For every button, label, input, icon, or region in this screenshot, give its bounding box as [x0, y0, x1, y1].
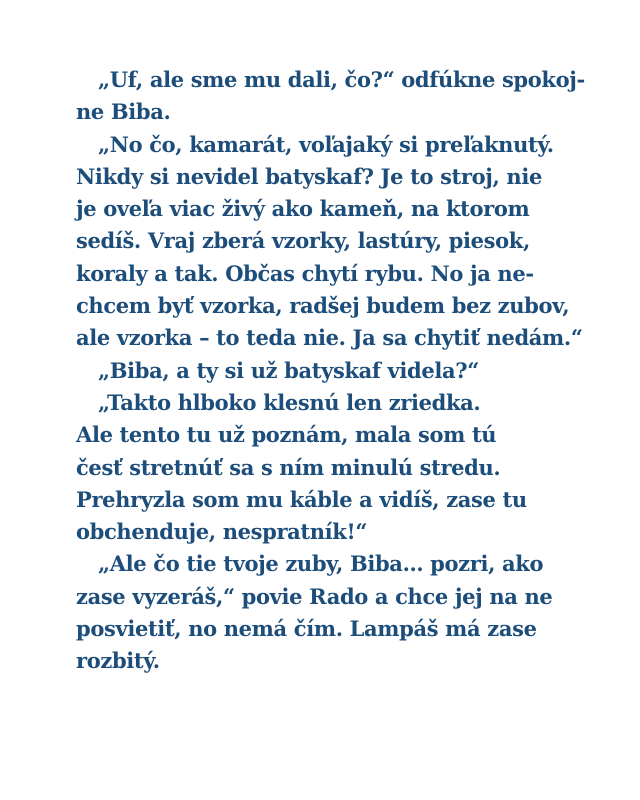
story-text [76, 64, 596, 678]
text-line-12: Ale tento tu už poznám, mala som tú [76, 422, 497, 448]
text-line-2: ne Biba. [76, 99, 171, 125]
text-line-16: „Ale čo tie tvoje zuby, Biba… pozri, ako [98, 551, 544, 577]
text-line-3: „No čo, kamarát, voľajaký si preľaknutý. [98, 131, 554, 157]
text-line-4: Nikdy si nevidel batyskaf? Je to stroj, nie [76, 163, 542, 189]
text-line-6: sedíš. Vraj zberá vzorky, lastúry, piesok, [76, 228, 530, 254]
text-line-5: je oveľa viac živý ako kameň, na ktorom [76, 196, 530, 222]
text-line-9: ale vzorka – to teda nie. Ja sa chytiť nedám.“ [76, 325, 583, 351]
text-line-11: „Takto hlboko klesnú len zriedka. [98, 389, 481, 415]
text-line-14: Prehryzla som mu káble a vidíš, zase tu [76, 486, 527, 512]
text-line-13: česť stretnúť sa s ním minulú stredu. [76, 454, 501, 480]
text-line-7: koraly a tak. Občas chytí rybu. No ja ne- [76, 260, 534, 286]
text-line-10: „Biba, a ty si už batyskaf videla?“ [98, 357, 479, 383]
text-line-18: posvietiť, no nemá čím. Lampáš má zase [76, 616, 537, 642]
text-line-1: „Uf, ale sme mu dali, čo?“ odfúkne spokoj- [98, 67, 585, 92]
text-line-15: obchenduje, nespratník!“ [76, 519, 368, 545]
text-line-8: chcem byť vzorka, radšej budem bez zubov, [76, 293, 570, 319]
text-line-17: zase vyzeráš,“ povie Rado a chce jej na ne [76, 583, 553, 609]
text-line-19: rozbitý. [76, 648, 160, 674]
